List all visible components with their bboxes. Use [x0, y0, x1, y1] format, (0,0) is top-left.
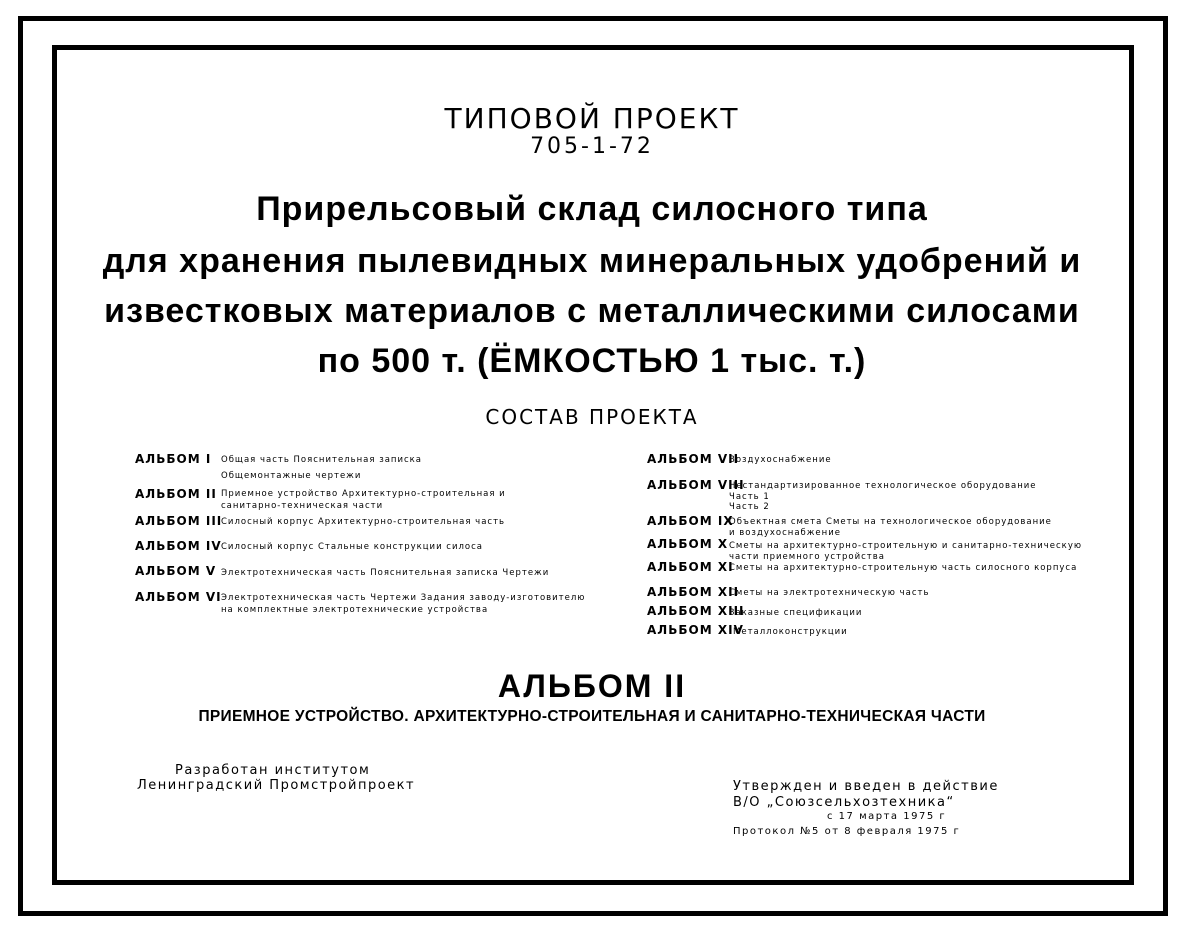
approval-line-1: Утвержден и введен в действие: [733, 779, 999, 794]
album-title: АЛЬБОМ II: [497, 668, 687, 704]
title-line-4: по 500 т. (ЁМКОСТЬЮ 1 тыс. т.): [317, 342, 867, 380]
title-line-1: Прирельсовый склад силосного типа: [256, 190, 928, 228]
album-label: АЛЬБОМ I: [135, 452, 212, 466]
album-desc: Сметы на архитектурно-строительную и санитарно-техническую: [729, 541, 1083, 551]
album-desc: части приемного устройства: [729, 552, 885, 562]
title-line-3: известковых материалов с металлическими силосами: [104, 292, 1080, 330]
album-desc: на комплектные электротехнические устройства: [221, 605, 489, 615]
album-desc: Сметы на электротехническую часть: [729, 588, 930, 598]
album-desc: санитарно-техническая части: [221, 501, 384, 511]
album-desc: Электротехническая часть Чертежи Задания заводу-изготовителю: [221, 593, 586, 603]
approval-protocol: Протокол №5 от 8 февраля 1975 г: [733, 826, 961, 837]
album-label: АЛЬБОМ VII: [647, 452, 740, 466]
album-desc: Воздухоснабжение: [729, 455, 832, 465]
inner-border: [52, 45, 1134, 885]
album-label: АЛЬБОМ IV: [135, 539, 222, 553]
developer-line-1: Разработан институтом: [175, 763, 371, 778]
album-desc: Часть 1: [729, 492, 770, 502]
album-label: АЛЬБОМ XIII: [647, 604, 745, 618]
album-label: АЛЬБОМ III: [135, 514, 223, 528]
title-line-2: для хранения пылевидных минеральных удобрений и: [102, 242, 1082, 280]
album-desc: и воздухоснабжение: [729, 528, 841, 538]
album-desc: Объектная смета Сметы на технологическое оборудование: [729, 517, 1052, 527]
album-label: АЛЬБОМ XI: [647, 560, 734, 574]
album-label: АЛЬБОМ V: [135, 564, 217, 578]
album-desc: Силосный корпус Стальные конструкции силоса: [221, 542, 484, 552]
album-desc: Общемонтажные чертежи: [221, 471, 362, 481]
developer-line-2: Ленинградский Промстройпроект: [137, 778, 416, 793]
project-number: 705-1-72: [530, 134, 654, 159]
album-desc: Силосный корпус Архитектурно-строительная часть: [221, 517, 506, 527]
album-label: АЛЬБОМ XII: [647, 585, 740, 599]
album-desc: Сметы на архитектурно-строительную часть силосного корпуса: [729, 563, 1078, 573]
album-desc: Часть 2: [729, 502, 770, 512]
approval-line-2: В/О „Союзсельхозтехника“: [733, 795, 955, 810]
album-label: АЛЬБОМ II: [135, 487, 217, 501]
album-subtitle: ПРИЕМНОЕ УСТРОЙСТВО. АРХИТЕКТУРНО-СТРОИТЕЛЬНАЯ И САНИТАРНО-ТЕХНИЧЕСКАЯ ЧАСТИ: [198, 708, 986, 725]
album-desc: Заказные спецификации: [729, 608, 863, 618]
album-desc: Общая часть Пояснительная записка: [221, 455, 423, 465]
album-desc: Электротехническая часть Пояснительная записка Чертежи: [221, 568, 550, 578]
album-label: АЛЬБОМ IX: [647, 514, 734, 528]
approval-date: с 17 марта 1975 г: [827, 811, 947, 822]
album-desc: Нестандартизированное технологическое оборудование: [729, 481, 1037, 491]
album-desc: Металлоконструкции: [733, 627, 848, 637]
album-desc: Приемное устройство Архитектурно-строительная и: [221, 489, 506, 499]
album-label: АЛЬБОМ X: [647, 537, 729, 551]
album-label: АЛЬБОМ XIV: [647, 623, 744, 637]
album-label: АЛЬБОМ VIII: [647, 478, 745, 492]
composition-heading: СОСТАВ ПРОЕКТА: [485, 405, 699, 429]
album-label: АЛЬБОМ VI: [135, 590, 222, 604]
project-type: ТИПОВОЙ ПРОЕКТ: [444, 102, 740, 135]
